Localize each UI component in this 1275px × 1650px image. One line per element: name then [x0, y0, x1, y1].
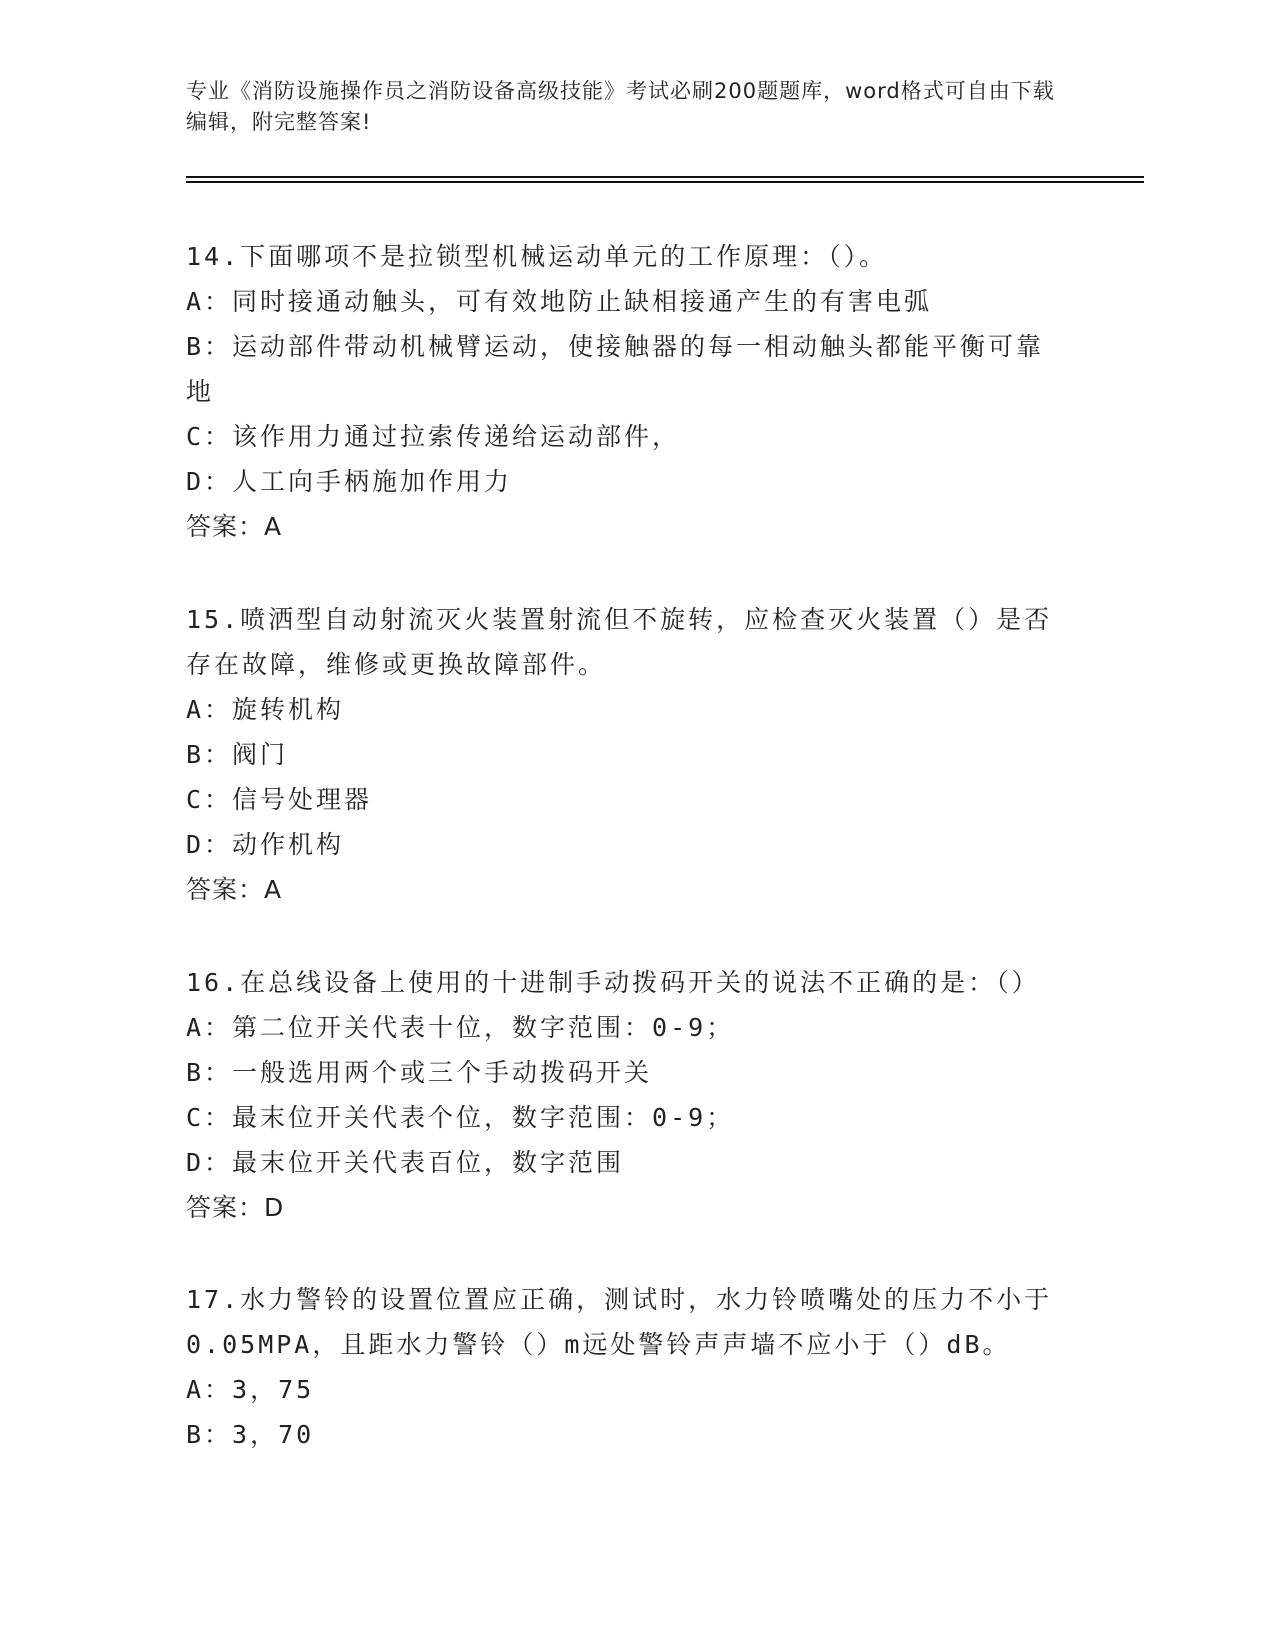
question-stem: 15.喷洒型自动射流灭火装置射流但不旋转，应检查灭火装置（）是否存在故障，维修或更换故障部件。	[186, 605, 1053, 679]
option-a: A：同时接通动触头，可有效地防止缺相接通产生的有害电弧	[186, 287, 933, 316]
option-d: D：人工向手柄施加作用力	[186, 467, 513, 496]
option-b: B：3，70	[186, 1420, 315, 1449]
option-a: A：第二位开关代表十位，数字范围：0-9；	[186, 1013, 735, 1042]
option-d: D：动作机构	[186, 830, 345, 859]
answer-line: 答案：A	[186, 512, 283, 541]
option-b: B：阀门	[186, 740, 289, 769]
option-d: D：最末位开关代表百位，数字范围	[186, 1148, 625, 1177]
option-b: B：一般选用两个或三个手动拨码开关	[186, 1058, 653, 1087]
option-c: C：信号处理器	[186, 785, 373, 814]
question-stem: 17.水力警铃的设置位置应正确，测试时，水力铃喷嘴处的压力不小于0.05MPA，且距水力警铃（）m远处警铃声声墙不应小于（）dB。	[186, 1285, 1053, 1359]
header-divider-top	[186, 176, 1144, 178]
option-c: C：最末位开关代表个位，数字范围：0-9；	[186, 1103, 735, 1132]
question-stem: 16.在总线设备上使用的十进制手动拨码开关的说法不正确的是：（）	[186, 968, 1040, 997]
answer-line: 答案：A	[186, 875, 283, 904]
option-b: B：运动部件带动机械臂运动，使接触器的每一相动触头都能平衡可靠地	[186, 332, 1045, 406]
option-a: A：旋转机构	[186, 695, 345, 724]
question-block-17	[186, 1277, 1066, 1457]
answer-line: 答案：D	[186, 1193, 285, 1222]
question-block-15	[186, 597, 1066, 912]
question-block-16	[186, 960, 1066, 1230]
question-block-14	[186, 234, 1066, 549]
option-a: A：3，75	[186, 1375, 315, 1404]
option-c: C：该作用力通过拉索传递给运动部件，	[186, 422, 681, 451]
document-header: 专业《消防设施操作员之消防设备高级技能》考试必刷200题题库，word格式可自由下载编辑，附完整答案!	[186, 79, 1055, 134]
question-stem: 14.下面哪项不是拉锁型机械运动单元的工作原理：（）。	[186, 242, 888, 271]
header-divider-bottom	[186, 181, 1144, 183]
